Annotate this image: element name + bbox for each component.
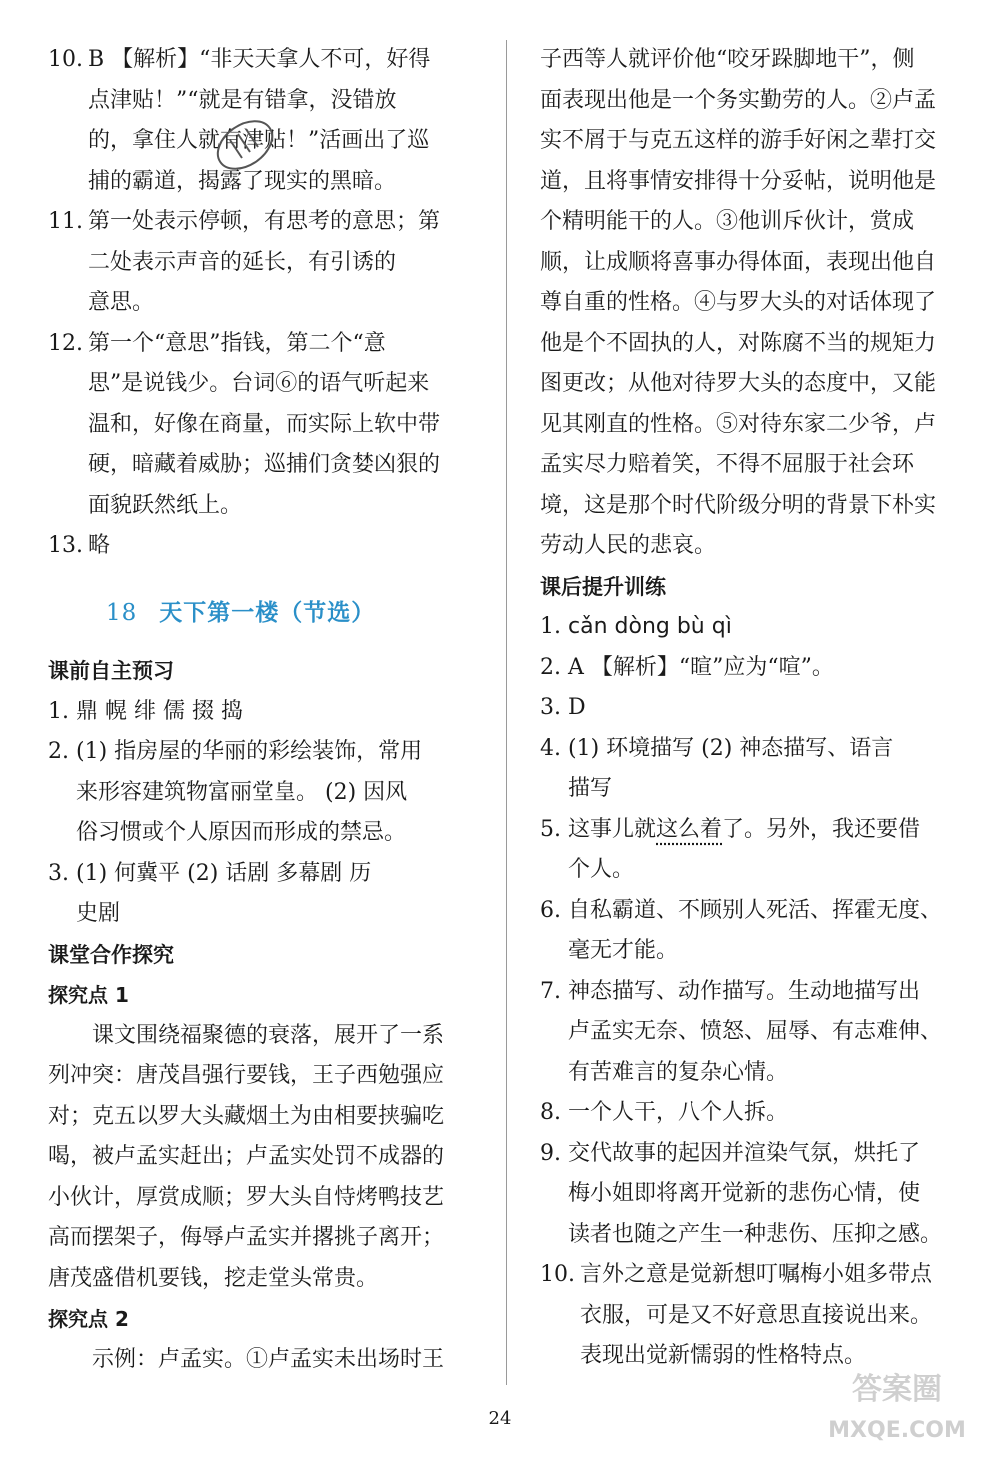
item-number: 6. xyxy=(540,897,561,923)
item-number: 12. xyxy=(48,330,83,356)
item-number: 13. xyxy=(48,533,83,558)
text-line: 喝，被卢孟实赶出；卢孟实处罚不成器的 xyxy=(48,1144,445,1169)
text-line: 卢孟实无奈、愤怒、屈辱、有志难伸、 xyxy=(568,1019,943,1044)
text-line: 表现出觉新懦弱的性格特点。 xyxy=(580,1343,867,1368)
text-line: 思”是说钱少。台词⑥的语气听起来 xyxy=(88,371,430,396)
text-line: 图更改；从他对待罗大头的态度中，又能 xyxy=(540,371,937,396)
text-line: 略 xyxy=(88,533,111,558)
text-segment: 这事儿就 xyxy=(568,816,657,842)
text-line: 小伙计，厚赏成顺；罗大头自恃烤鸭技艺 xyxy=(48,1184,445,1210)
after-3 xyxy=(540,688,970,729)
after-1 xyxy=(540,607,970,648)
item-number: 11. xyxy=(48,209,83,234)
answer-11 xyxy=(48,202,470,324)
watermark-logo xyxy=(822,1359,972,1449)
chapter-number: 18 xyxy=(106,599,138,626)
item-number: 3. xyxy=(48,860,69,886)
text-line: 面表现出他是一个务实勤劳的人。②卢孟 xyxy=(540,87,937,113)
text-line: 交代故事的起因并渲染气氛，烘托了 xyxy=(568,1140,921,1166)
watermark-bottom: MXQE.COM xyxy=(828,1418,966,1443)
item-number: 5. xyxy=(540,816,561,842)
text-line: 捕的霸道，揭露了现实的黑暗。 xyxy=(88,168,397,194)
item-number: 4. xyxy=(540,735,561,761)
preview-1 xyxy=(48,692,470,733)
after-8 xyxy=(540,1093,970,1134)
after-5 xyxy=(540,810,970,891)
chapter-heading xyxy=(48,593,470,634)
text-line: 言外之意是觉新想叮嘱梅小姐多带点 xyxy=(580,1262,933,1287)
text-line: 的，拿住人就有津贴！”活画出了巡 xyxy=(88,128,430,153)
item-number: 9. xyxy=(540,1140,561,1166)
text-line: 一个人干，八个人拆。 xyxy=(568,1100,789,1125)
section-heading-preview: 课前自主预习 xyxy=(48,659,174,683)
text-line: 对；克五以罗大头藏烟土为由相要挟骗吃 xyxy=(48,1103,445,1129)
text-line: 个精明能干的人。③他训斥伙计，赏成 xyxy=(540,209,915,234)
text-line: 示例：卢孟实。①卢孟实未出场时王 xyxy=(92,1346,445,1372)
text-line: 梅小姐即将离开觉新的悲伤心情，使 xyxy=(568,1181,921,1206)
item-number: 7. xyxy=(540,978,561,1004)
item-number: 10. xyxy=(540,1262,575,1287)
left-column xyxy=(48,40,470,1380)
text-line: 点津贴！”“就是有错拿，没错放 xyxy=(88,87,397,113)
text-line: 子西等人就评价他“咬牙跺脚地干”，侧 xyxy=(540,47,915,72)
watermark-top: 答案圈 xyxy=(852,1372,942,1407)
text-line: 毫无才能。 xyxy=(568,938,679,963)
answer-12 xyxy=(48,324,470,527)
item-number: 1. xyxy=(540,614,561,639)
text-line: 衣服，可是又不好意思直接说出来。 xyxy=(580,1302,933,1328)
item-number: 2. xyxy=(48,739,69,764)
bread-stamp-icon xyxy=(200,100,290,190)
section-heading-cooperation: 课堂合作探究 xyxy=(48,942,174,967)
subheading-point-2: 探究点 2 xyxy=(48,1307,129,1331)
column-divider xyxy=(506,40,507,1385)
after-2 xyxy=(540,648,970,689)
text-line: (1) 环境描写 (2) 神态描写、语言 xyxy=(568,735,894,761)
text-line: 面貌跃然纸上。 xyxy=(88,492,243,518)
after-7 xyxy=(540,972,970,1094)
text-line: 神态描写、动作描写。生动地描写出 xyxy=(568,978,921,1004)
text-line xyxy=(568,810,970,851)
item-number: 10. xyxy=(48,47,83,72)
text-line: 实不屑于与克五这样的游手好闲之辈打交 xyxy=(540,128,937,153)
dotted-emphasis: 这么着 xyxy=(656,816,723,842)
text-line: 二处表示声音的延长，有引诱的 xyxy=(88,249,397,275)
text-line: 境，这是那个时代阶级分明的背景下朴实 xyxy=(540,492,937,518)
after-6 xyxy=(540,891,970,972)
text-line: B 【解析】“非天天拿人不可，好得 xyxy=(88,47,431,72)
after-4 xyxy=(540,729,970,810)
subheading-point-1: 探究点 1 xyxy=(48,983,129,1007)
pinyin-line: cǎn dòng bù qì xyxy=(568,614,732,639)
right-column xyxy=(540,40,970,1377)
text-segment: 了。另外，我还要借 xyxy=(722,816,921,842)
preview-2 xyxy=(48,732,470,854)
text-line: 孟实尽力赔着笑，不得不屈服于社会环 xyxy=(540,452,915,477)
item-number: 3. xyxy=(540,695,561,720)
text-line: 第一处表示停顿，有思考的意思；第 xyxy=(88,209,441,234)
page-number: 24 xyxy=(488,1408,512,1429)
text-line: 课文围绕福聚德的衰落，展开了一系 xyxy=(92,1022,445,1048)
text-line: 第一个“意思”指钱，第二个“意 xyxy=(88,330,386,356)
text-line: 有苦难言的复杂心情。 xyxy=(568,1059,789,1085)
section-heading-after-class: 课后提升训练 xyxy=(540,574,666,599)
point-1-paragraph xyxy=(48,1016,470,1300)
text-line: 见其刚直的性格。⑤对待东家二少爷，卢 xyxy=(540,411,937,437)
text-line: 鼎 幌 绯 儒 掇 捣 xyxy=(76,698,243,724)
text-line: (1) 指房屋的华丽的彩绘装饰，常用 xyxy=(76,739,423,764)
point-2-continuation xyxy=(540,40,970,567)
text-line: 自私霸道、不顾别人死活、挥霍无度、 xyxy=(568,897,943,923)
text-line: 来形容建筑物富丽堂皇。 (2) 因风 xyxy=(76,779,408,805)
text-line: 顺，让成顺将喜事办得体面，表现出他自 xyxy=(540,249,937,275)
text-line: 俗习惯或个人原因而形成的禁忌。 xyxy=(76,820,407,845)
text-line: 劳动人民的悲哀。 xyxy=(540,533,717,558)
answer-13 xyxy=(48,526,470,567)
item-number: 8. xyxy=(540,1100,561,1125)
text-line: 描写 xyxy=(568,776,613,801)
after-9 xyxy=(540,1134,970,1256)
text-line: 硬，暗藏着威胁；巡捕们贪婪凶狠的 xyxy=(88,452,441,477)
item-number: 2. xyxy=(540,654,561,680)
text-line: (1) 何冀平 (2) 话剧 多幕剧 历 xyxy=(76,860,372,886)
text-line: 道，且将事情安排得十分妥帖，说明他是 xyxy=(540,168,937,194)
text-line: 温和，好像在商量，而实际上软中带 xyxy=(88,411,441,437)
preview-3 xyxy=(48,854,470,935)
text-line: 唐茂盛借机要钱，挖走堂头常贵。 xyxy=(48,1265,379,1291)
text-line: 个人。 xyxy=(568,857,635,882)
text-line: 读者也随之产生一种悲伤、压抑之感。 xyxy=(568,1221,943,1247)
text-line: 列冲突：唐茂昌强行要钱，王子西勉强应 xyxy=(48,1063,445,1088)
text-line: D xyxy=(568,695,586,720)
text-line: 他是个不固执的人，对陈腐不当的规矩力 xyxy=(540,330,937,356)
text-line: 意思。 xyxy=(88,290,155,315)
text-line: 史剧 xyxy=(76,901,121,926)
item-number: 1. xyxy=(48,698,69,724)
chapter-title: 天下第一楼（节选） xyxy=(159,599,376,626)
text-line: A 【解析】“暄”应为“喧”。 xyxy=(568,654,834,680)
text-line: 高而摆架子，侮辱卢孟实并撂挑子离开； xyxy=(48,1225,445,1250)
text-line: 尊自重的性格。④与罗大头的对话体现了 xyxy=(540,290,937,315)
